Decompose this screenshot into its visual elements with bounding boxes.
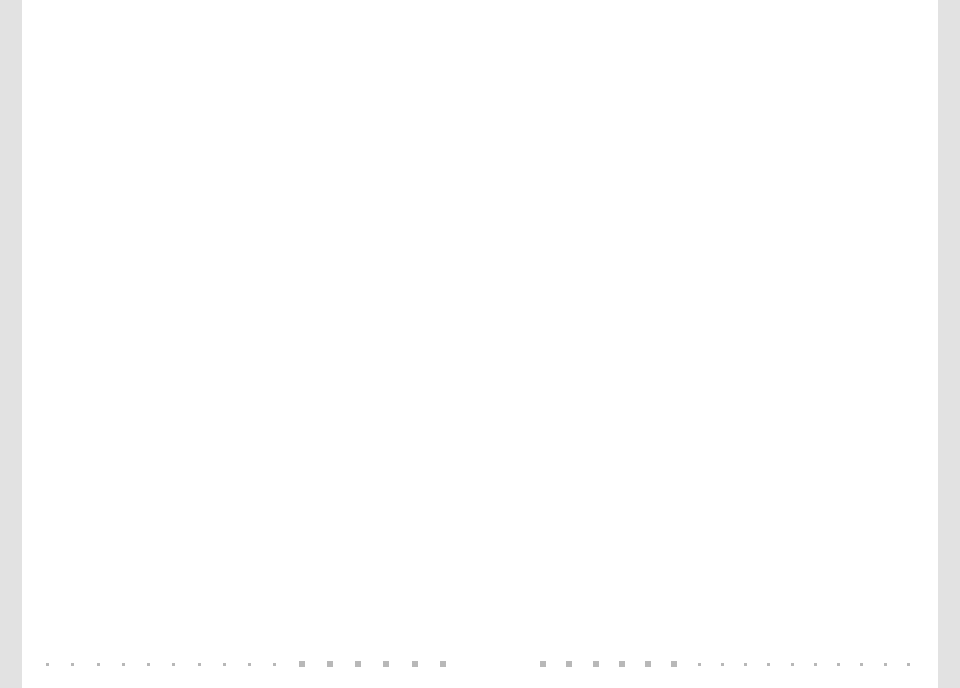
left-brand-strip <box>0 0 22 688</box>
left-page <box>22 0 480 688</box>
footer-right <box>530 654 920 674</box>
footer-left <box>36 654 456 674</box>
right-page <box>480 0 938 688</box>
footer-dots-right <box>540 661 910 667</box>
right-model-strip <box>938 0 960 688</box>
footer-dots-left <box>46 661 446 667</box>
contacts <box>38 46 466 60</box>
